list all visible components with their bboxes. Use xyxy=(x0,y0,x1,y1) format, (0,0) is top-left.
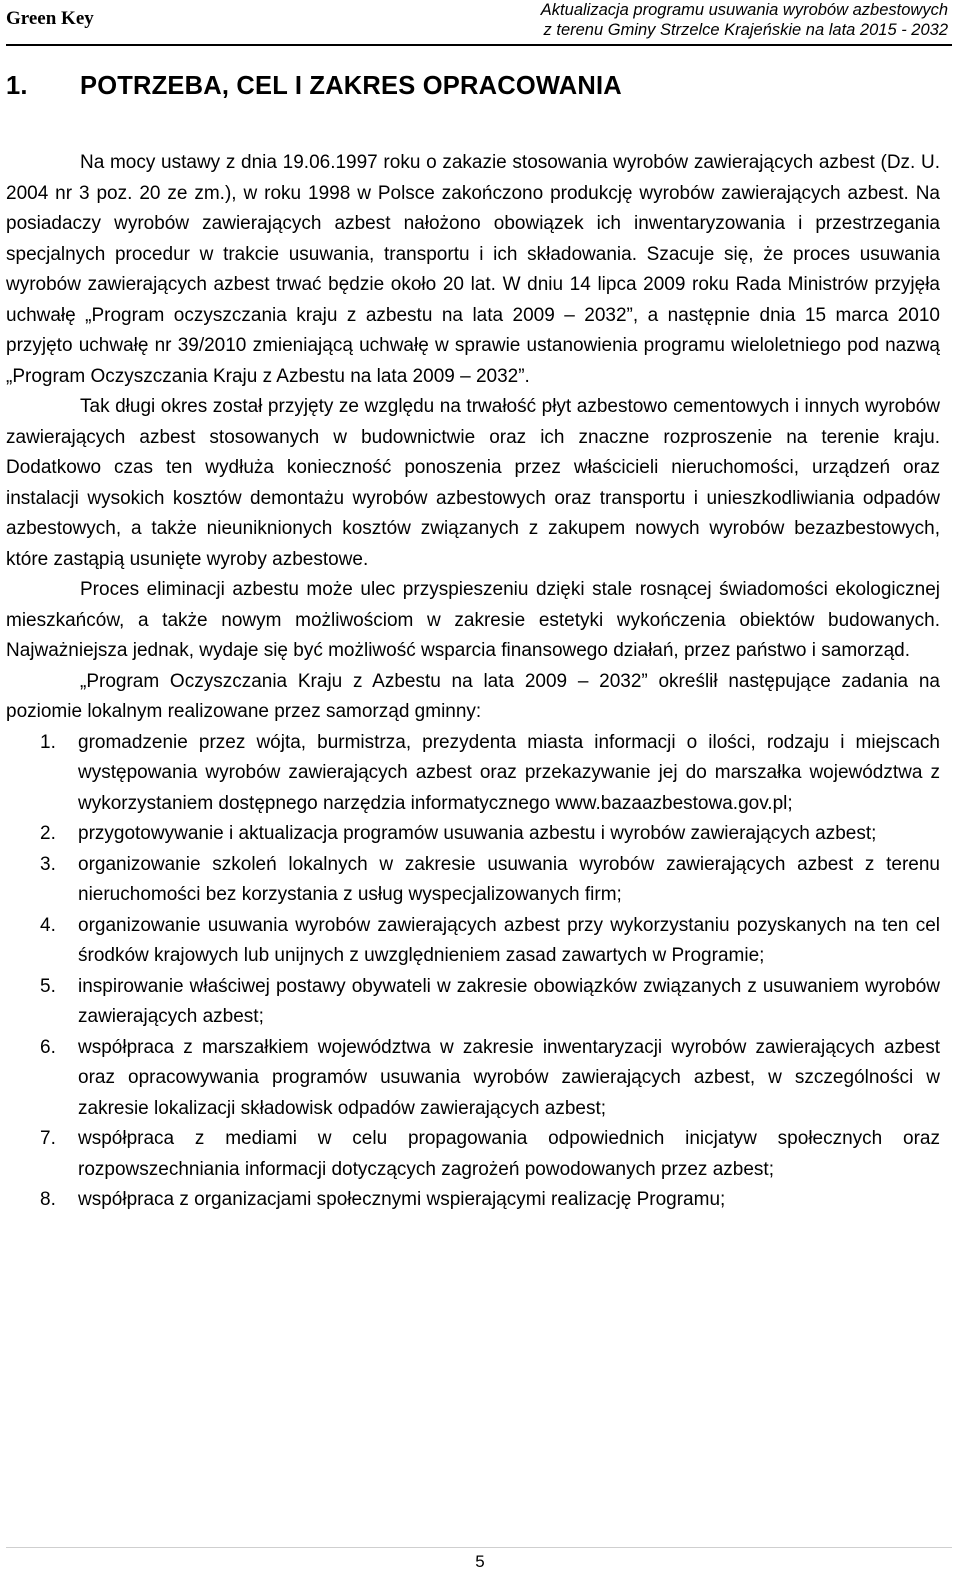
list-item xyxy=(6,911,940,972)
document-title-line-2: z terenu Gminy Strzelce Krajeńskie na lata 2015 - 2032 xyxy=(543,21,948,39)
page-number: 5 xyxy=(475,1552,485,1571)
section-title: POTRZEBA, CEL I ZAKRES OPRACOWANIA xyxy=(80,72,622,100)
municipal-tasks-list xyxy=(6,728,940,1216)
list-item xyxy=(6,1033,940,1125)
list-item-number: 3. xyxy=(40,853,56,875)
list-item-number: 2. xyxy=(40,823,56,844)
list-item-number: 8. xyxy=(40,1189,56,1210)
document-title xyxy=(541,0,948,40)
list-item-text: współpraca z organizacjami społecznymi wspierającymi realizację Programu; xyxy=(78,1189,726,1210)
section-heading xyxy=(6,72,622,101)
list-item-text: przygotowywanie i aktualizacja programów usuwania azbestu i wyrobów zawierających azbest; xyxy=(78,823,877,844)
list-item-text: współpraca z mediami w celu propagowania odpowiednich inicjatyw społecznych oraz rozpowszechniania informacji dotyczących zagrożeń powodowanych przez azbest; xyxy=(78,1128,940,1180)
paragraph-municipal-tasks-intro: „Program Oczyszczania Kraju z Azbestu na lata 2009 – 2032” określił następujące zadania na poziomie lokalnym realizowane przez samorząd gminny: xyxy=(6,670,940,722)
list-item-text: gromadzenie przez wójta, burmistrza, prezydenta miasta informacji o ilości, rodzaju i miejscach występowania wyrobów zawierających azbest oraz przekazywanie jej do marszałka województwa z wykorzystaniem dostępnego narzędzia informatycznego www.bazaazbestowa.gov.pl; xyxy=(78,731,940,814)
list-item xyxy=(6,1185,940,1216)
paragraph-elimination-process: Proces eliminacji azbestu może ulec przyspieszeniu dzięki stale rosnącej świadomości ekologicznej mieszkańców, a także nowym możliwościom w zakresie estetyki wykończenia obiektów budowanych. Najważniejsza jednak, wydaje się być możliwość wsparcia finansowego działań, przez państwo i samorząd. xyxy=(6,579,940,661)
list-item xyxy=(6,850,940,911)
list-item-text: inspirowanie właściwej postawy obywateli w zakresie obowiązków związanych z usuwaniem wyrobów zawierających azbest; xyxy=(78,975,940,1027)
document-title-line-1: Aktualizacja programu usuwania wyrobów azbestowych xyxy=(540,1,948,19)
list-item-text: organizowanie szkoleń lokalnych w zakresie usuwania wyrobów zawierających azbest z terenu nieruchomości bez korzystania z usług wyspecjalizowanych firm; xyxy=(78,853,940,905)
document-body xyxy=(6,148,940,1216)
section-number: 1. xyxy=(6,72,28,100)
footer-divider xyxy=(6,1547,952,1548)
list-item xyxy=(6,819,940,850)
brand-name: Green Key xyxy=(6,8,94,29)
list-item xyxy=(6,972,940,1033)
paragraph-legal-background: Na mocy ustawy z dnia 19.06.1997 roku o zakazie stosowania wyrobów zawierających azbest (Dz. U. 2004 nr 3 poz. 20 ze zm.), w roku 1998 w Polsce zakończono produkcję wyrobów zawierających azbest. Na posiadaczy wyrobów zawierających azbest nałożono obowiązek ich inwentaryzowania i przestrzegania specjalnych procedur w trakcie usuwania, transportu i ich składowania. Szacuje się, że proces usuwania wyrobów zawierających azbest trwać będzie około 20 lat. W dniu 14 lipca 2009 roku Rada Ministrów przyjęła uchwałę „Program oczyszczania kraju z azbestu na lata 2009 – 2032”, a następnie dnia 15 marca 2010 przyjęto uchwałę nr 39/2010 zmieniającą uchwałę w sprawie ustanowienia programu wieloletniego pod nazwą „Program Oczyszczania Kraju z Azbestu na lata 2009 – 2032”. xyxy=(6,152,940,387)
list-item-number: 4. xyxy=(40,914,56,936)
list-item-number: 6. xyxy=(40,1036,56,1058)
list-item-text: współpraca z marszałkiem województwa w zakresie inwentaryzacji wyrobów zawierających azbest oraz opracowywania programów usuwania wyrobów zawierających azbest, w szczególności w zakresie lokalizacji składowisk odpadów zawierających azbest; xyxy=(78,1036,940,1119)
paragraph-program-duration: Tak długi okres został przyjęty ze względu na trwałość płyt azbestowo cementowych i innych wyrobów zawierających azbest stosowanych w budownictwie oraz ich znaczne rozproszenie na terenie kraju. Dodatkowo czas ten wydłuża konieczność ponoszenia przez właścicieli nieruchomości, urządzeń oraz instalacji wysokich kosztów demontażu wyrobów azbestowych oraz transportu i unieszkodliwiania odpadów azbestowych, a także nieuniknionych kosztów związanych z zakupem nowych wyrobów bezazbestowych, które zastąpią usunięte wyroby azbestowe. xyxy=(6,396,940,570)
list-item-number: 1. xyxy=(40,731,56,753)
header-divider xyxy=(6,44,952,46)
page-header xyxy=(0,0,960,44)
list-item-text: organizowanie usuwania wyrobów zawierających azbest przy wykorzystaniu pozyskanych na ten cel środków krajowych lub unijnych z uwzględnieniem zasad zawartych w Programie; xyxy=(78,914,940,966)
list-item-number: 7. xyxy=(40,1128,56,1149)
list-item xyxy=(6,1124,940,1185)
list-item-number: 5. xyxy=(40,975,56,997)
list-item xyxy=(6,728,940,820)
